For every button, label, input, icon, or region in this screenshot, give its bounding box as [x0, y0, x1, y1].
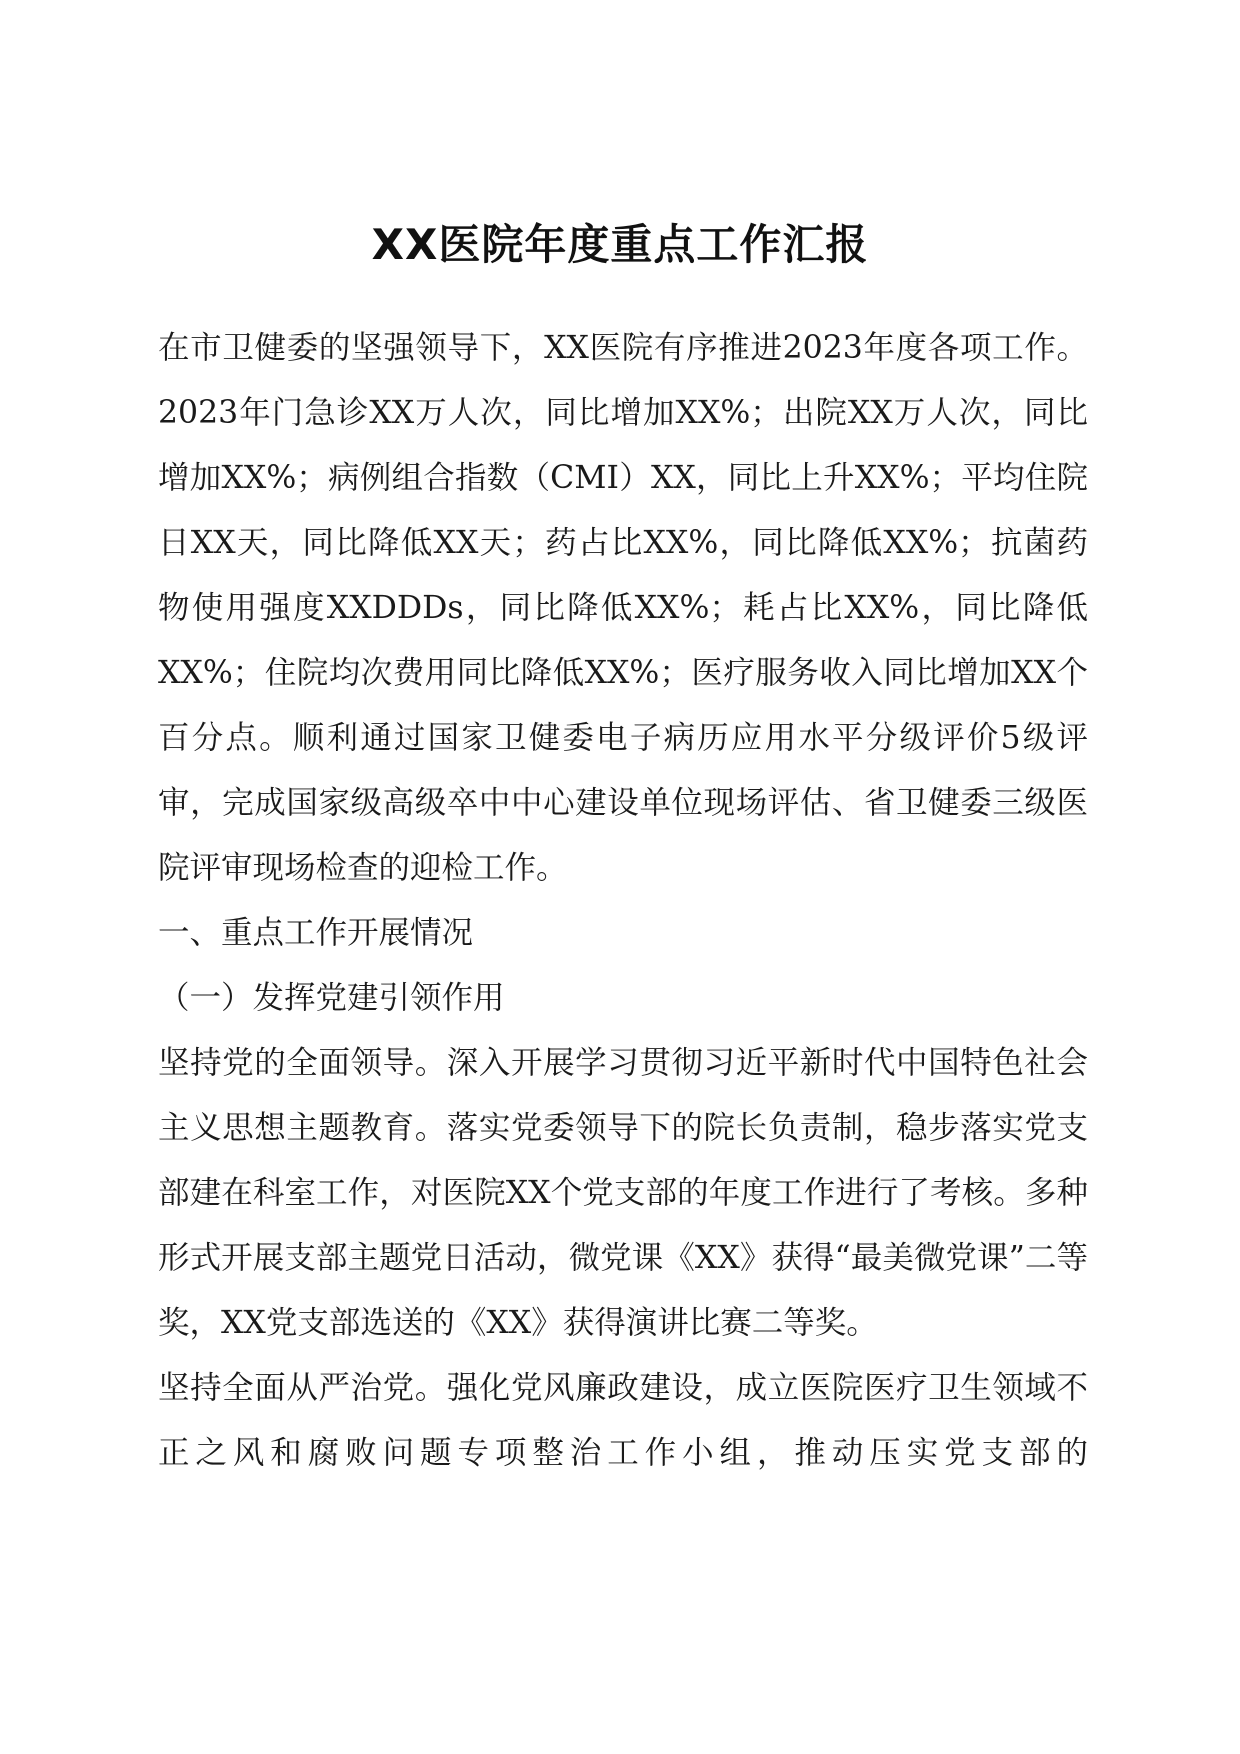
section-heading: 一、重点工作开展情况	[158, 915, 474, 951]
subsection-heading: （一）发挥党建引领作用	[158, 980, 505, 1016]
document-title: XX医院年度重点工作汇报	[371, 220, 869, 269]
strict-governance-paragraph: 坚持全面从严治党。强化党风廉政建设，成立医院医疗卫生领域不正之风和腐败问题专项整治工作小组，推动压实党支部的	[158, 1370, 1088, 1471]
party-leadership-paragraph: 坚持党的全面领导。深入开展学习贯彻习近平新时代中国特色社会主义思想主题教育。落实党委领导下的院长负责制，稳步落实党支部建在科室工作，对医院XX个党支部的年度工作进行了考核。多种形式开展支部主题党日活动，微党课《XX》获得“最美微党课”二等奖，XX党支部选送的《XX》获得演讲比赛二等奖。	[158, 1045, 1088, 1341]
document-body	[158, 316, 1088, 1486]
intro-paragraph: 在市卫健委的坚强领导下，XX医院有序推进2023年度各项工作。2023年门急诊XX万人次，同比增加XX%；出院XX万人次，同比增加XX%；病例组合指数（CMI）XX，同比上升XX%；平均住院日XX天，同比降低XX天；药占比XX%，同比降低XX%；抗菌药物使用强度XXDDDs，同比降低XX%；耗占比XX%，同比降低XX%；住院均次费用同比降低XX%；医疗服务收入同比增加XX个百分点。顺利通过国家卫健委电子病历应用水平分级评价5级评审，完成国家级高级卒中中心建设单位现场评估、省卫健委三级医院评审现场检查的迎检工作。	[158, 330, 1088, 886]
